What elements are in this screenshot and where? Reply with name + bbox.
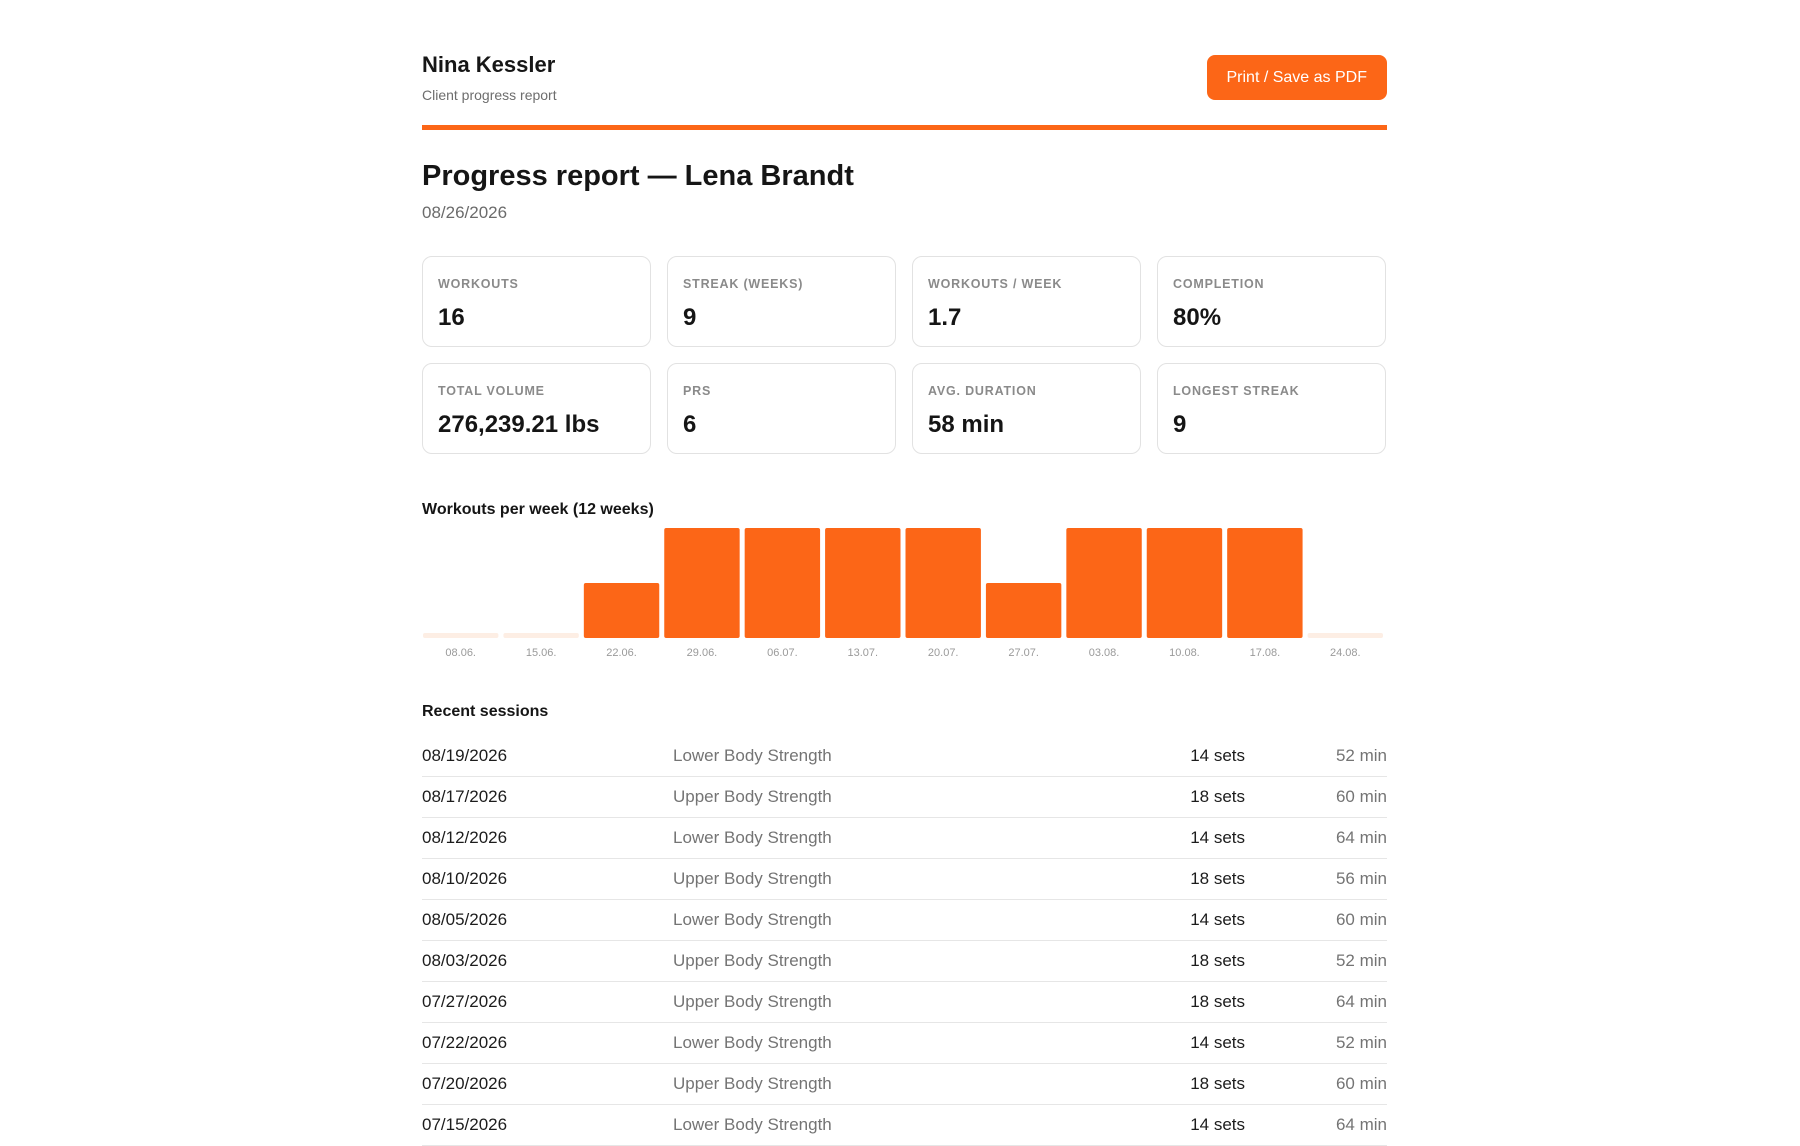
session-duration: 52 min — [1335, 746, 1387, 765]
chart-bar — [1308, 633, 1383, 638]
session-date: 07/15/2026 — [422, 1115, 508, 1134]
chart-x-tick-label: 24.08. — [1329, 647, 1361, 659]
header-subtitle: Client progress report — [422, 87, 557, 103]
session-date: 07/27/2026 — [422, 992, 508, 1011]
session-workout-name: Upper Body Strength — [673, 992, 832, 1011]
chart-x-tick-label: 17.08. — [1249, 647, 1281, 659]
session-sets: 18 sets — [1190, 787, 1245, 806]
stat-card-avg-duration — [912, 363, 1141, 454]
print-save-pdf-button[interactable]: Print / Save as PDF — [1207, 55, 1388, 100]
session-date: 08/17/2026 — [422, 787, 508, 806]
stat-label: WORKOUTS / WEEK — [928, 277, 1063, 291]
stat-card-longest-streak — [1157, 363, 1386, 454]
session-sets: 14 sets — [1190, 1115, 1245, 1134]
report-title: Progress report — Lena Brandt — [422, 160, 854, 192]
stat-value: 9 — [1173, 411, 1187, 438]
stat-label: WORKOUTS — [438, 277, 519, 291]
report-date: 08/26/2026 — [422, 203, 508, 222]
session-workout-name: Upper Body Strength — [673, 869, 832, 888]
stats-grid — [422, 256, 1387, 454]
session-workout-name: Upper Body Strength — [673, 951, 832, 970]
session-workout-name: Lower Body Strength — [673, 828, 832, 847]
stat-label: STREAK (WEEKS) — [683, 277, 804, 291]
session-date: 07/20/2026 — [422, 1074, 508, 1093]
session-row — [422, 1064, 1387, 1105]
stat-value: 6 — [683, 411, 697, 438]
chart-bar — [423, 633, 498, 638]
session-row — [422, 1023, 1387, 1064]
stat-value: 276,239.21 lbs — [438, 411, 600, 438]
stat-value: 58 min — [928, 411, 1005, 438]
session-date: 08/19/2026 — [422, 746, 508, 765]
chart-bar — [1066, 528, 1141, 638]
session-date: 08/10/2026 — [422, 869, 508, 888]
session-sets: 18 sets — [1190, 951, 1245, 970]
stat-card-workouts-per-week — [912, 256, 1141, 347]
session-sets: 14 sets — [1190, 746, 1245, 765]
session-sets: 18 sets — [1190, 992, 1245, 1011]
session-date: 08/12/2026 — [422, 828, 508, 847]
session-duration: 56 min — [1335, 869, 1387, 888]
chart-title: Workouts per week (12 weeks) — [422, 501, 654, 518]
chart-x-tick-label: 03.08. — [1088, 647, 1120, 659]
chart-bar — [503, 633, 578, 638]
chart-bar — [584, 583, 659, 638]
chart-x-tick-label: 06.07. — [767, 647, 798, 659]
chart-bar — [664, 528, 739, 638]
session-row — [422, 1105, 1387, 1146]
session-duration: 52 min — [1335, 1033, 1387, 1052]
chart-x-tick-label: 22.06. — [606, 647, 637, 659]
session-sets: 18 sets — [1190, 869, 1245, 888]
chart-bar — [906, 528, 981, 638]
chart-x-tick-label: 13.07. — [847, 647, 879, 659]
accent-divider — [422, 125, 1387, 130]
chart-bar — [986, 583, 1061, 638]
session-workout-name: Lower Body Strength — [673, 1033, 832, 1052]
session-sets: 18 sets — [1190, 1074, 1245, 1093]
chart-x-tick-label: 10.08. — [1169, 647, 1200, 659]
stat-label: COMPLETION — [1173, 277, 1265, 291]
stat-value: 80% — [1173, 304, 1222, 331]
stat-label: PRS — [683, 384, 712, 398]
chart-bar — [745, 528, 820, 638]
chart-x-tick-label: 20.07. — [927, 647, 959, 659]
report-header — [422, 0, 1387, 132]
chart-x-tick-label: 29.06. — [686, 647, 718, 659]
chart-x-tick-label: 15.06. — [525, 647, 557, 659]
chart-bar — [825, 528, 900, 638]
session-workout-name: Upper Body Strength — [673, 1074, 832, 1093]
chart-x-tick-label: 27.07. — [1008, 647, 1039, 659]
session-row — [422, 818, 1387, 859]
session-workout-name: Lower Body Strength — [673, 746, 832, 765]
chart-x-tick-label: 08.06. — [445, 647, 477, 659]
stat-label: LONGEST STREAK — [1173, 384, 1300, 398]
session-duration: 60 min — [1335, 1074, 1387, 1093]
session-duration: 64 min — [1335, 992, 1387, 1011]
session-row — [422, 941, 1387, 982]
session-row — [422, 859, 1387, 900]
session-date: 08/03/2026 — [422, 951, 508, 970]
stat-card-streak — [667, 256, 896, 347]
session-duration: 60 min — [1335, 910, 1387, 929]
recent-sessions-list — [422, 736, 1387, 1146]
recent-sessions-title: Recent sessions — [422, 703, 549, 720]
stat-card-completion — [1157, 256, 1386, 347]
session-sets: 14 sets — [1190, 910, 1245, 929]
session-duration: 60 min — [1335, 787, 1387, 806]
session-row — [422, 736, 1387, 777]
session-workout-name: Lower Body Strength — [673, 910, 832, 929]
coach-name: Nina Kessler — [422, 52, 556, 77]
session-row — [422, 900, 1387, 941]
session-row — [422, 777, 1387, 818]
stat-label: AVG. DURATION — [928, 384, 1037, 398]
session-row — [422, 982, 1387, 1023]
session-duration: 52 min — [1335, 951, 1387, 970]
session-date: 08/05/2026 — [422, 910, 508, 929]
stat-value: 9 — [683, 304, 697, 331]
chart-bar — [1227, 528, 1302, 638]
session-sets: 14 sets — [1190, 1033, 1245, 1052]
stat-value: 1.7 — [928, 304, 962, 331]
stat-card-prs — [667, 363, 896, 454]
stat-value: 16 — [438, 304, 465, 331]
stat-card-total-volume — [422, 363, 651, 454]
session-date: 07/22/2026 — [422, 1033, 508, 1052]
stat-label: TOTAL VOLUME — [438, 384, 545, 398]
chart-bar — [1147, 528, 1222, 638]
session-duration: 64 min — [1335, 1115, 1387, 1134]
session-duration: 64 min — [1335, 828, 1387, 847]
report-page — [422, 0, 1387, 1134]
session-sets: 14 sets — [1190, 828, 1245, 847]
stat-card-workouts — [422, 256, 651, 347]
session-workout-name: Lower Body Strength — [673, 1115, 832, 1134]
session-workout-name: Upper Body Strength — [673, 787, 832, 806]
workouts-per-week-chart — [422, 524, 1387, 664]
